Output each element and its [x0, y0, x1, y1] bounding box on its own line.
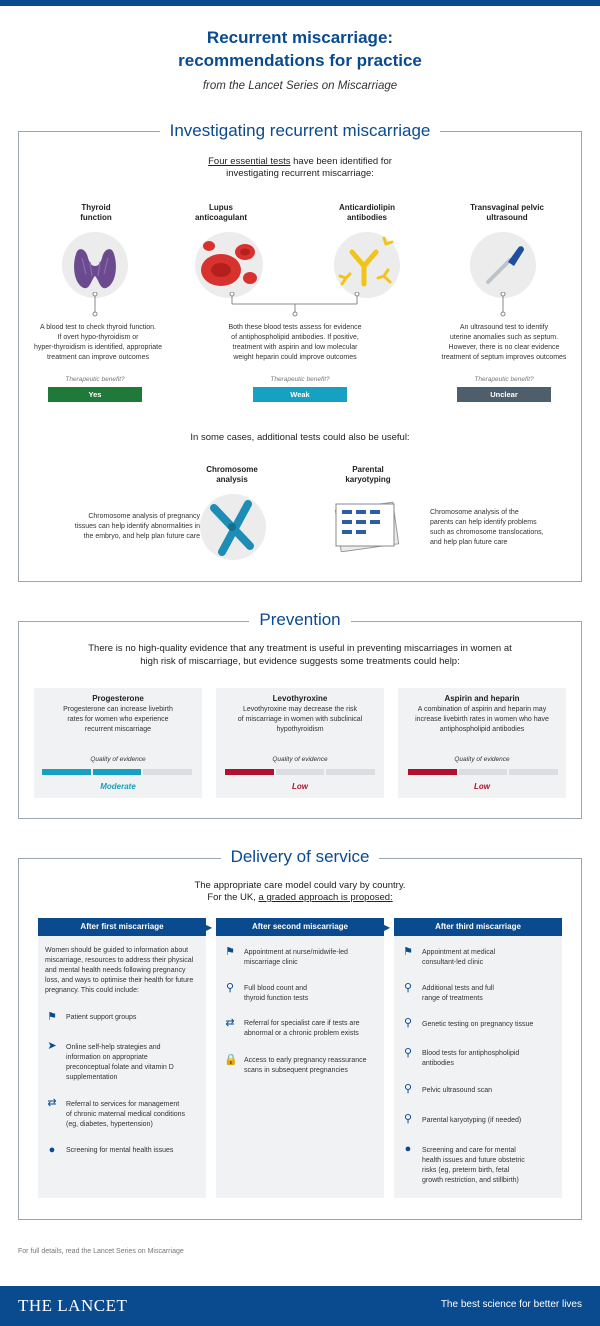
third-item-appointment: Appointment at medical consultant-led clinic: [422, 949, 496, 966]
page-title: [0, 26, 600, 72]
quality-segment: [459, 769, 508, 775]
chat-icon: ⚑: [225, 946, 235, 958]
four-tests-link: Four essential tests: [208, 156, 291, 167]
desc-thyroid: A blood test to check thyroid function. If overt hypo-thyroidism or hyper-thyroidism is identified, appropriate treatment can improve outcomes: [33, 324, 162, 361]
therapeutic-label-2: Therapeutic benefit?: [270, 376, 330, 383]
lock-icon: 🔒: [224, 1054, 238, 1066]
second-item-blood-count: Full blood count and thyroid function tests: [244, 985, 309, 1002]
label-chromosome-analysis: Chromosome analysis: [206, 465, 258, 484]
desc-karyotyping: Chromosome analysis of the parents can help identify problems such as chromosome translocations, and help plan future care: [430, 509, 544, 546]
antibodies-icon: [334, 232, 400, 298]
quality-segment: [93, 769, 142, 775]
page-subtitle: from the Lancet Series on Miscarriage: [202, 80, 398, 92]
arrow-right-icon: ▶: [206, 923, 213, 932]
head-icon: ●: [48, 1144, 56, 1156]
graded-approach-link: a graded approach is proposed:: [258, 892, 393, 903]
second-item-appointment: Appointment at nurse/midwife-led miscarriage clinic: [244, 949, 348, 966]
label-parental-karyotyping: Parental karyotyping: [345, 465, 391, 484]
therapeutic-label-1: Therapeutic benefit?: [65, 376, 125, 383]
investigating-intro: [0, 156, 600, 180]
benefit-badge-unclear: Unclear: [457, 387, 551, 402]
second-item-scans: Access to early pregnancy reassurance scans in subsequent pregnancies: [244, 1057, 367, 1074]
benefit-badge-weak: Weak: [253, 387, 347, 402]
intro-text-2: investigating recurrent miscarriage:: [226, 168, 374, 179]
title-line-1: Recurrent miscarriage:: [206, 28, 394, 47]
quality-segment: [42, 769, 91, 775]
quality-bar-aspirin-heparin: [408, 769, 558, 775]
test-label-anticardiolipin: Anticardiolipin antibodies: [339, 203, 395, 222]
third-item-ultrasound: Pelvic ultrasound scan: [422, 1087, 493, 1094]
first-item-mental-health: Screening for mental health issues: [66, 1147, 174, 1154]
footnote: For full details, read the Lancet Series on Miscarriage: [18, 1248, 184, 1255]
benefit-badge-yes: Yes: [48, 387, 142, 402]
magnifier-icon: ⚲: [225, 982, 235, 994]
delivery-intro: The appropriate care model could vary by country. For the UK, a graded approach is proposed:: [194, 880, 406, 903]
test-label-ultrasound: Transvaginal pelvic ultrasound: [470, 203, 544, 222]
desc-ultrasound: An ultrasound test to identify uterine anomalies such as septum. However, there is no clear evidence treatment of septum improves outcomes: [441, 324, 567, 361]
card-desc: Levothyroxine may decrease the risk of miscarriage in women with subclinical hypothyroidism: [237, 706, 363, 733]
connector-lines: [0, 292, 600, 322]
additional-tests-intro: In some cases, additional tests could also be useful:: [190, 432, 410, 443]
third-item-antiphospholipid: Blood tests for antiphospholipid antibodies: [422, 1050, 520, 1067]
head-icon: ●: [404, 1143, 412, 1155]
second-item-referral: Referral for specialist care if tests are abnormal or a chronic problem exists: [244, 1020, 360, 1037]
chromosome-icon: [200, 494, 266, 560]
cursor-icon: ➤: [47, 1040, 57, 1052]
magnifier-icon: ⚲: [403, 1047, 413, 1059]
quality-segment: [276, 769, 325, 775]
prevention-intro: There is no high-quality evidence that any treatment is useful in preventing miscarriages in women at high risk of miscarriage, but evidence suggests some treatments could help:: [88, 643, 512, 667]
card-title: Aspirin and heparin: [444, 694, 520, 703]
first-intro-text: Women should be guided to information about miscarriage, resources to address their physical and mental health needs following pregnancy loss, and ways to optimise their health for future pregnancy. This could include:: [45, 947, 194, 994]
ultrasound-probe-icon: [470, 232, 536, 298]
prevention-heading: Prevention: [0, 610, 600, 630]
quality-segment: [326, 769, 375, 775]
footer-tagline: The best science for better lives: [440, 1299, 582, 1310]
magnifier-icon: ⚲: [403, 1017, 413, 1029]
chat-icon: ⚑: [403, 946, 413, 958]
first-item-support-groups: Patient support groups: [66, 1014, 137, 1021]
referral-arrows-icon: ⇄: [47, 1097, 57, 1109]
quality-segment: [225, 769, 274, 775]
test-label-thyroid: Thyroid function: [80, 203, 112, 222]
karyotype-sheet-icon: [332, 500, 402, 552]
quality-bar-progesterone: [42, 769, 192, 775]
quality-segment: [509, 769, 558, 775]
third-item-karyotyping: Parental karyotyping (if needed): [422, 1117, 522, 1124]
title-line-2: recommendations for practice: [178, 51, 422, 70]
quality-label: Quality of evidence: [272, 756, 328, 763]
header-second-miscarriage: After second miscarriage: [216, 918, 384, 936]
first-item-self-help: Online self-help strategies and information on appropriate preconceptual folate and vitamin D supplementation: [66, 1044, 174, 1081]
quality-segment: [143, 769, 192, 775]
quality-value-aspirin-heparin: Low: [474, 782, 490, 791]
third-item-genetic-testing: Genetic testing on pregnancy tissue: [422, 1021, 534, 1028]
quality-segment: [408, 769, 457, 775]
desc-blood-tests: Both these blood tests assess for evidence of antiphospholipid antibodies. If positive, treatment with aspirin and low molecular weight heparin could improve outcomes: [228, 324, 362, 361]
quality-label: Quality of evidence: [90, 756, 146, 763]
blood-cells-icon: [195, 232, 263, 298]
test-label-lupus: Lupus anticoagulant: [194, 203, 247, 222]
card-title: Levothyroxine: [272, 694, 328, 703]
footer-bar: [0, 1286, 600, 1326]
intro-text: have been identified for: [290, 156, 392, 167]
card-desc: Progesterone can increase livebirth rates for women who experience recurrent miscarriage: [63, 706, 173, 733]
magnifier-icon: ⚲: [403, 1083, 413, 1095]
chat-icon: ⚑: [47, 1011, 57, 1023]
magnifier-icon: ⚲: [403, 1113, 413, 1125]
therapeutic-label-3: Therapeutic benefit?: [474, 376, 534, 383]
magnifier-icon: ⚲: [403, 982, 413, 994]
top-accent-bar: [0, 0, 600, 6]
third-item-additional-tests: Additional tests and full range of treatments: [422, 985, 494, 1002]
lancet-logo: THE LANCET: [18, 1296, 128, 1315]
quality-value-progesterone: Moderate: [100, 782, 136, 791]
third-item-mental-health: Screening and care for mental health issues and future obstetric risks (eg, preterm birth, fetal growth restriction, and stillbirth): [422, 1147, 525, 1184]
arrow-right-icon: ▶: [384, 923, 391, 932]
header-third-miscarriage: After third miscarriage: [394, 918, 562, 936]
first-item-referral: Referral to services for management of chronic maternal medical conditions (eg, diabetes, hypertension): [66, 1101, 186, 1128]
thyroid-icon: [62, 232, 128, 298]
card-desc: A combination of aspirin and heparin may increase livebirth rates in women who have antiphospholipid antibodies: [415, 706, 549, 733]
quality-value-levothyroxine: Low: [292, 782, 308, 791]
delivery-heading: Delivery of service: [0, 847, 600, 867]
investigating-heading: Investigating recurrent miscarriage: [0, 121, 600, 141]
referral-arrows-icon: ⇄: [225, 1017, 235, 1029]
quality-label: Quality of evidence: [454, 756, 510, 763]
desc-chromosome: Chromosome analysis of pregnancy tissues can help identify abnormalities in the embryo, and help plan future care: [74, 513, 200, 540]
quality-bar-levothyroxine: [225, 769, 375, 775]
header-first-miscarriage: After first miscarriage: [38, 918, 206, 936]
card-title: Progesterone: [92, 694, 144, 703]
